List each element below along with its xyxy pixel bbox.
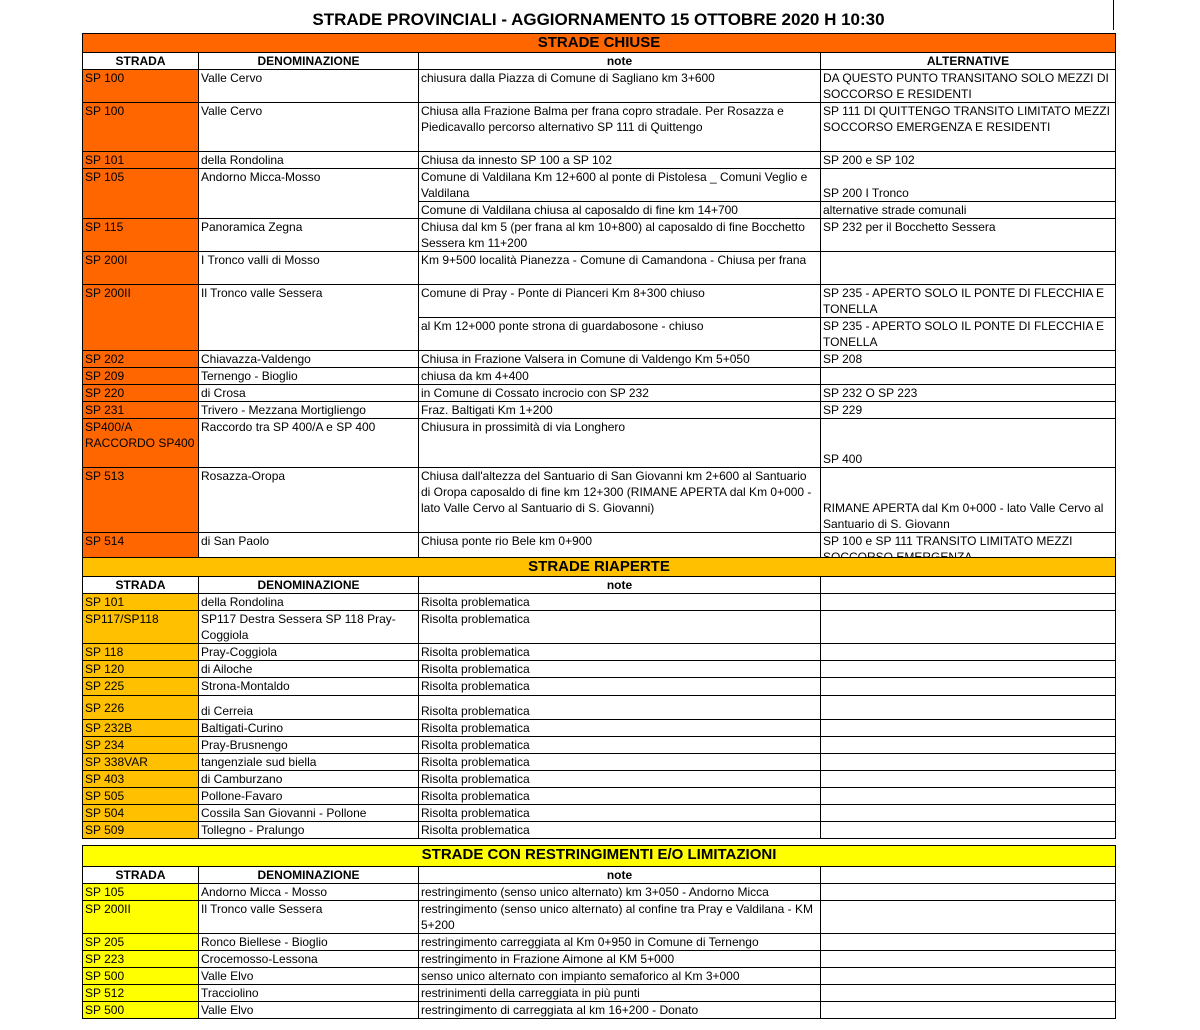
cell-strada: SP 338VAR xyxy=(83,754,199,771)
cell-empty xyxy=(821,611,1116,644)
cell-empty xyxy=(821,771,1116,788)
table-row xyxy=(83,285,1116,318)
cell-note: Comune di Valdilana chiusa al caposaldo di fine km 14+700 xyxy=(419,202,821,219)
cell-note: Risolta problematica xyxy=(419,611,821,644)
cell-strada: SP 232B xyxy=(83,720,199,737)
cell-denominazione: della Rondolina xyxy=(199,594,419,611)
cell-alternative xyxy=(821,368,1116,385)
cell-alternative: SP 200 I Tronco xyxy=(821,169,1116,202)
table-row xyxy=(83,985,1116,1002)
cell-alternative: SP 235 - APERTO SOLO IL PONTE DI FLECCHIA E TONELLA xyxy=(821,285,1116,318)
cell-alternative: SP 232 O SP 223 xyxy=(821,385,1116,402)
cell-denominazione: di Camburzano xyxy=(199,771,419,788)
cell-note: Risolta problematica xyxy=(419,822,821,839)
cell-strada: SP 234 xyxy=(83,737,199,754)
cell-strada: SP 118 xyxy=(83,644,199,661)
cell-strada: SP 505 xyxy=(83,788,199,805)
cell-note: restringimento in Frazione Aimone al KM 5+000 xyxy=(419,951,821,968)
document-title: STRADE PROVINCIALI - AGGIORNAMENTO 15 OTTOBRE 2020 H 10:30 xyxy=(312,10,885,29)
cell-denominazione: Valle Cervo xyxy=(199,103,419,152)
cell-denominazione: Il Tronco valle Sessera xyxy=(199,285,419,351)
cell-denominazione: Ternengo - Bioglio xyxy=(199,368,419,385)
cell-strada: SP 509 xyxy=(83,822,199,839)
section-heading-reopened: STRADE RIAPERTE xyxy=(83,558,1116,577)
table-row xyxy=(83,822,1116,839)
cell-note: Chiusa dal km 5 (per frana al km 10+800) al caposaldo di fine Bocchetto Sessera km 11+200 xyxy=(419,219,821,252)
cell-note: restringimento (senso unico alternato) km 3+050 - Andorno Micca xyxy=(419,884,821,901)
cell-denominazione: Tracciolino xyxy=(199,985,419,1002)
cell-alternative: SP 235 - APERTO SOLO IL PONTE DI FLECCHIA E TONELLA xyxy=(821,318,1116,351)
column-header-strada: STRADA xyxy=(83,867,199,884)
cell-strada: SP 231 xyxy=(83,402,199,419)
restricted-roads-table xyxy=(82,845,1116,1019)
cell-strada: SP 200II xyxy=(83,901,199,934)
cell-alternative: SP 111 DI QUITTENGO TRANSITO LIMITATO MEZZI SOCCORSO EMERGENZA E RESIDENTI xyxy=(821,103,1116,152)
cell-alternative: DA QUESTO PUNTO TRANSITANO SOLO MEZZI DI SOCCORSO E RESIDENTI xyxy=(821,70,1116,103)
cell-note: chiusa da km 4+400 xyxy=(419,368,821,385)
table-row xyxy=(83,696,1116,720)
cell-strada: SP 225 xyxy=(83,678,199,696)
cell-strada: SP 513 xyxy=(83,468,199,533)
column-header-alternative: ALTERNATIVE xyxy=(821,53,1116,70)
column-header-denominazione: DENOMINAZIONE xyxy=(199,577,419,594)
cell-alternative: alternative strade comunali xyxy=(821,202,1116,219)
table-row xyxy=(83,252,1116,285)
table-row xyxy=(83,771,1116,788)
cell-denominazione: Chiavazza-Valdengo xyxy=(199,351,419,368)
cell-note: Chiusa dall'altezza del Santuario di San Giovanni km 2+600 al Santuario di Oropa caposaldo di fine km 12+300 (RIMANE APERTA dal Km 0+000 - lato Valle Cervo al Santuario di S. Giovanni) xyxy=(419,468,821,533)
cell-strada: SP 115 xyxy=(83,219,199,252)
cell-strada: SP 512 xyxy=(83,985,199,1002)
table-row xyxy=(83,678,1116,696)
table-row xyxy=(83,219,1116,252)
table-row xyxy=(83,152,1116,169)
table-row xyxy=(83,754,1116,771)
cell-strada: SP 105 xyxy=(83,884,199,901)
cell-note: Risolta problematica xyxy=(419,754,821,771)
cell-strada: SP400/A RACCORDO SP400 xyxy=(83,419,199,468)
table-row xyxy=(83,951,1116,968)
cell-denominazione: Valle Elvo xyxy=(199,968,419,985)
cell-empty xyxy=(821,805,1116,822)
cell-empty xyxy=(821,644,1116,661)
table-row xyxy=(83,901,1116,934)
cell-alternative: SP 229 xyxy=(821,402,1116,419)
column-header-strada: STRADA xyxy=(83,577,199,594)
cell-denominazione: Panoramica Zegna xyxy=(199,219,419,252)
column-header-denominazione: DENOMINAZIONE xyxy=(199,53,419,70)
table-row xyxy=(83,737,1116,754)
cell-alternative: SP 200 e SP 102 xyxy=(821,152,1116,169)
cell-empty xyxy=(821,720,1116,737)
cell-denominazione: di Crosa xyxy=(199,385,419,402)
cell-alternative: RIMANE APERTA dal Km 0+000 - lato Valle Cervo al Santuario di S. Giovann xyxy=(821,468,1116,533)
cell-denominazione: Pray-Coggiola xyxy=(199,644,419,661)
cell-strada: SP 209 xyxy=(83,368,199,385)
column-header-note: note xyxy=(419,577,821,594)
table-row xyxy=(83,385,1116,402)
column-header-strada: STRADA xyxy=(83,53,199,70)
cell-note: Km 9+500 località Pianezza - Comune di Camandona - Chiusa per frana xyxy=(419,252,821,285)
cell-strada: SP117/SP118 xyxy=(83,611,199,644)
cell-note: in Comune di Cossato incrocio con SP 232 xyxy=(419,385,821,402)
section-heading-closed: STRADE CHIUSE xyxy=(83,34,1116,53)
cell-note: Comune di Valdilana Km 12+600 al ponte di Pistolesa _ Comuni Veglio e Valdilana xyxy=(419,169,821,202)
cell-strada: SP 200II xyxy=(83,285,199,351)
cell-strada: SP 223 xyxy=(83,951,199,968)
table-row xyxy=(83,1002,1116,1019)
cell-note: Risolta problematica xyxy=(419,696,821,720)
table-row xyxy=(83,611,1116,644)
cell-note: Chiusa alla Frazione Balma per frana copro stradale. Per Rosazza e Piedicavallo percorso alternativo SP 111 di Quittengo xyxy=(419,103,821,152)
table-row xyxy=(83,661,1116,678)
cell-strada: SP 205 xyxy=(83,934,199,951)
cell-alternative: SP 400 xyxy=(821,419,1116,468)
cell-note: Chiusa in Frazione Valsera in Comune di Valdengo Km 5+050 xyxy=(419,351,821,368)
cell-note: Chiusa ponte rio Bele km 0+900 xyxy=(419,533,821,566)
table-row xyxy=(83,103,1116,152)
table-row xyxy=(83,368,1116,385)
reopened-roads-table xyxy=(82,557,1116,839)
cell-note: restringimento carreggiata al Km 0+950 in Comune di Ternengo xyxy=(419,934,821,951)
cell-note: senso unico alternato con impianto semaforico al Km 3+000 xyxy=(419,968,821,985)
table-row xyxy=(83,594,1116,611)
table-row xyxy=(83,968,1116,985)
table-row xyxy=(83,402,1116,419)
section-heading-restricted: STRADE CON RESTRINGIMENTI E/O LIMITAZIONI xyxy=(83,846,1116,867)
cell-strada: SP 500 xyxy=(83,1002,199,1019)
cell-empty xyxy=(821,754,1116,771)
table-row xyxy=(83,720,1116,737)
cell-empty xyxy=(821,822,1116,839)
cell-denominazione: tangenziale sud biella xyxy=(199,754,419,771)
table-row xyxy=(83,70,1116,103)
cell-note: Risolta problematica xyxy=(419,661,821,678)
cell-strada: SP 514 xyxy=(83,533,199,566)
cell-strada: SP 226 xyxy=(83,696,199,720)
table-row xyxy=(83,351,1116,368)
cell-strada: SP 200I xyxy=(83,252,199,285)
cell-strada: SP 202 xyxy=(83,351,199,368)
cell-empty xyxy=(821,985,1116,1002)
table-row xyxy=(83,788,1116,805)
cell-note: Fraz. Baltigati Km 1+200 xyxy=(419,402,821,419)
cell-empty xyxy=(821,737,1116,754)
cell-empty xyxy=(821,1002,1116,1019)
column-header-note: note xyxy=(419,53,821,70)
cell-denominazione: Il Tronco valle Sessera xyxy=(199,901,419,934)
cell-strada: SP 101 xyxy=(83,594,199,611)
cell-strada: SP 504 xyxy=(83,805,199,822)
table-row xyxy=(83,644,1116,661)
cell-denominazione: Crocemosso-Lessona xyxy=(199,951,419,968)
table-row xyxy=(83,934,1116,951)
cell-alternative: SP 208 xyxy=(821,351,1116,368)
cell-empty xyxy=(821,678,1116,696)
cell-note: Risolta problematica xyxy=(419,737,821,754)
column-header-note: note xyxy=(419,867,821,884)
cell-strada: SP 500 xyxy=(83,968,199,985)
cell-empty xyxy=(821,788,1116,805)
cell-empty xyxy=(821,901,1116,934)
table-row xyxy=(83,419,1116,468)
cell-empty xyxy=(821,594,1116,611)
cell-denominazione: Ronco Biellese - Bioglio xyxy=(199,934,419,951)
cell-denominazione: Valle Elvo xyxy=(199,1002,419,1019)
column-header-denominazione: DENOMINAZIONE xyxy=(199,867,419,884)
cell-note: Risolta problematica xyxy=(419,771,821,788)
table-row xyxy=(83,805,1116,822)
cell-note: al Km 12+000 ponte strona di guardabosone - chiuso xyxy=(419,318,821,351)
cell-strada: SP 101 xyxy=(83,152,199,169)
cell-note: Chiusa da innesto SP 100 a SP 102 xyxy=(419,152,821,169)
cell-strada: SP 403 xyxy=(83,771,199,788)
cell-alternative: SP 232 per il Bocchetto Sessera xyxy=(821,219,1116,252)
cell-denominazione: Valle Cervo xyxy=(199,70,419,103)
cell-empty xyxy=(821,934,1116,951)
cell-note: Risolta problematica xyxy=(419,720,821,737)
cell-empty xyxy=(821,661,1116,678)
cell-alternative: SP 100 e SP 111 TRANSITO LIMITATO MEZZI xyxy=(821,533,1116,566)
cell-denominazione: Pollone-Favaro xyxy=(199,788,419,805)
cell-denominazione: Raccordo tra SP 400/A e SP 400 xyxy=(199,419,419,468)
cell-denominazione: Strona-Montaldo xyxy=(199,678,419,696)
cell-denominazione: Tollegno - Pralungo xyxy=(199,822,419,839)
cell-denominazione: di Ailoche xyxy=(199,661,419,678)
cell-note: Risolta problematica xyxy=(419,594,821,611)
cell-note: Risolta problematica xyxy=(419,678,821,696)
cell-note: Comune di Pray - Ponte di Pianceri Km 8+300 chiuso xyxy=(419,285,821,318)
cell-note: Risolta problematica xyxy=(419,805,821,822)
cell-denominazione: della Rondolina xyxy=(199,152,419,169)
cell-empty xyxy=(821,951,1116,968)
cell-denominazione: Cossila San Giovanni - Pollone xyxy=(199,805,419,822)
cell-note: restringimento di carreggiata al km 16+200 - Donato xyxy=(419,1002,821,1019)
cell-note: restrinimenti della carreggiata in più punti xyxy=(419,985,821,1002)
cell-denominazione: SP117 Destra Sessera SP 118 Pray-Coggiola xyxy=(199,611,419,644)
cell-strada: SP 120 xyxy=(83,661,199,678)
cell-note: Risolta problematica xyxy=(419,644,821,661)
table-row xyxy=(83,169,1116,202)
column-header-empty xyxy=(821,577,1116,594)
cell-strada: SP 105 xyxy=(83,169,199,219)
cell-denominazione: Andorno Micca - Mosso xyxy=(199,884,419,901)
cell-denominazione: Pray-Brusnengo xyxy=(199,737,419,754)
table-row xyxy=(83,884,1116,901)
cell-denominazione: Andorno Micca-Mosso xyxy=(199,169,419,219)
closed-roads-table xyxy=(82,33,1116,566)
cell-denominazione: Rosazza-Oropa xyxy=(199,468,419,533)
cell-empty xyxy=(821,884,1116,901)
cell-empty xyxy=(821,968,1116,985)
cell-note: Risolta problematica xyxy=(419,788,821,805)
cell-strada: SP 100 xyxy=(83,103,199,152)
cell-empty xyxy=(821,696,1116,720)
cell-denominazione: di Cerreia xyxy=(199,696,419,720)
cell-denominazione: di San Paolo xyxy=(199,533,419,566)
cell-strada: SP 100 xyxy=(83,70,199,103)
cell-denominazione: Trivero - Mezzana Mortigliengo xyxy=(199,402,419,419)
cell-denominazione: I Tronco valli di Mosso xyxy=(199,252,419,285)
cell-alternative xyxy=(821,252,1116,285)
table-row xyxy=(83,468,1116,533)
column-header-empty xyxy=(821,867,1116,884)
cell-note: restringimento (senso unico alternato) al confine tra Pray e Valdilana - KM 5+200 xyxy=(419,901,821,934)
cell-denominazione: Baltigati-Curino xyxy=(199,720,419,737)
cell-note: chiusura dalla Piazza di Comune di Sagliano km 3+600 xyxy=(419,70,821,103)
cell-note: Chiusura in prossimità di via Longhero xyxy=(419,419,821,468)
cell-strada: SP 220 xyxy=(83,385,199,402)
